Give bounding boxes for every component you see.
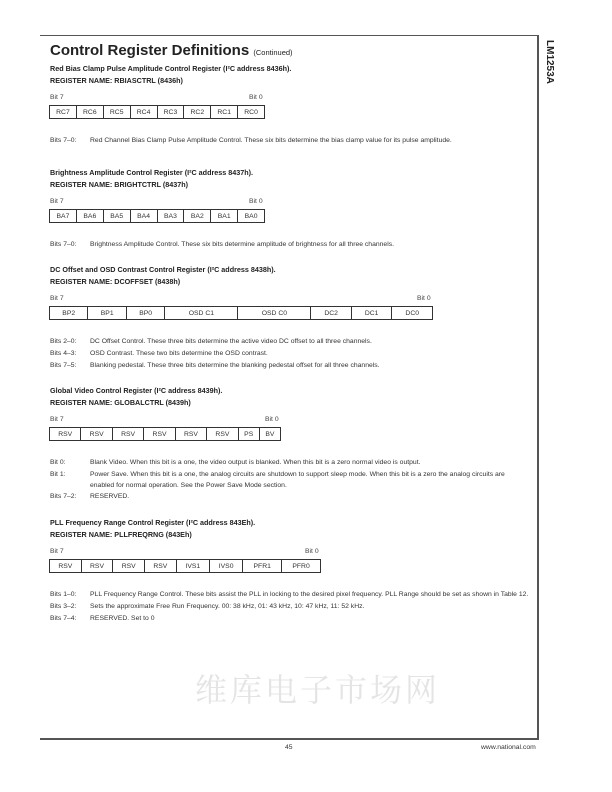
bit-low-label: Bit 0 [249, 198, 263, 205]
description-row [50, 589, 530, 601]
bit-high-label: Bit 7 [50, 548, 64, 555]
bit-range: Bits 7–0: [50, 137, 77, 144]
register-heading: Red Bias Clamp Pulse Amplitude Control Register (I²C address 8436h). [50, 64, 292, 73]
bit-description: RESERVED. Set to 0 [90, 615, 155, 622]
bit-cell: BA6 [76, 210, 103, 223]
bit-range: Bits 1–0: [50, 591, 77, 598]
bit-range: Bits 7–5: [50, 362, 77, 369]
bit-cell: RC3 [157, 106, 184, 119]
bit-low-label: Bit 0 [249, 94, 263, 101]
description-row [50, 336, 530, 348]
bit-range: Bits 2–0: [50, 338, 77, 345]
bit-cell: PFR0 [282, 560, 321, 573]
bit-cell: BA2 [184, 210, 211, 223]
bit-cell: RC5 [103, 106, 130, 119]
footer-url[interactable]: www.national.com [481, 744, 536, 751]
description-row [50, 613, 530, 625]
bit-range: Bits 7–2: [50, 493, 77, 500]
bit-cell: RSV [112, 428, 143, 441]
register-name: REGISTER NAME: RBIASCTRL (8436h) [50, 76, 183, 85]
description-row [50, 601, 530, 613]
bit-description: Red Channel Bias Clamp Pulse Amplitude Control. These six bits determine the bias clamp value for its pulse amplitude. [90, 137, 452, 144]
bit-cell: OSD C0 [238, 307, 311, 320]
register-heading: PLL Frequency Range Control Register (I²C address 843Eh). [50, 518, 256, 527]
bit-cell: DC2 [311, 307, 352, 320]
bit-cell: RSV [207, 428, 238, 441]
bit-cell: BA5 [103, 210, 130, 223]
bit-cell: RC1 [211, 106, 238, 119]
register-name: REGISTER NAME: BRIGHTCTRL (8437h) [50, 180, 189, 189]
bit-cell: RSV [50, 560, 82, 573]
register-heading: Brightness Amplitude Control Register (I²C address 8437h). [50, 168, 254, 177]
bit-cell: BP1 [88, 307, 126, 320]
register-name: REGISTER NAME: GLOBALCTRL (8439h) [50, 398, 191, 407]
register-description [50, 336, 530, 372]
bit-range: Bits 7–4: [50, 615, 77, 622]
register-description [50, 135, 530, 147]
bit-cell: IVS1 [176, 560, 209, 573]
page-title [50, 42, 293, 59]
bit-range: Bit 1: [50, 471, 66, 478]
watermark: 维库电子市场网 [195, 671, 441, 709]
bit-low-label: Bit 0 [417, 295, 431, 302]
part-number-label [541, 40, 555, 110]
page-number: 45 [285, 744, 293, 751]
bit-cell: BA4 [130, 210, 157, 223]
bit-cell: BV [259, 428, 280, 441]
bit-description: Blank Video. When this bit is a one, the video output is blanked. When this bit is a zero normal video is output. [90, 459, 421, 466]
bit-cell: RC0 [238, 106, 265, 119]
register-name: REGISTER NAME: PLLFREQRNG (843Eh) [50, 530, 192, 539]
bit-description: RESERVED. [90, 493, 130, 500]
bit-cell: RC2 [184, 106, 211, 119]
register-description [50, 589, 530, 625]
bit-cell: RSV [145, 560, 177, 573]
description-row [50, 469, 530, 491]
bit-description: Blanking pedestal. These three bits determine the blanking pedestal offset for all three channels. [90, 362, 380, 369]
bit-cell: IVS0 [209, 560, 242, 573]
bit-cell: RSV [144, 428, 175, 441]
bit-cell: BA0 [238, 210, 265, 223]
bit-cell: BP2 [50, 307, 88, 320]
register-bit-table [49, 306, 433, 320]
bit-description: Brightness Amplitude Control. These six bits determine amplitude of brightness for all three channels. [90, 241, 395, 248]
bit-cell: RC4 [130, 106, 157, 119]
description-row [50, 135, 530, 147]
bit-low-label: Bit 0 [305, 548, 319, 555]
bit-range: Bits 7–0: [50, 241, 77, 248]
bit-cell: DC0 [392, 307, 433, 320]
bit-range: Bit 0: [50, 459, 66, 466]
bit-description: Sets the approximate Free Run Frequency. 00: 38 kHz, 01: 43 kHz, 10: 47 kHz, 11: 52 kHz. [90, 603, 365, 610]
bit-range: Bits 4–3: [50, 350, 77, 357]
bit-cell: BA3 [157, 210, 184, 223]
description-row [50, 457, 530, 469]
description-row [50, 348, 530, 360]
bit-description: PLL Frequency Range Control. These bits assist the PLL in locking to the desired pixel frequency. PLL Range should be set as shown in Table 12. [90, 591, 529, 598]
register-description [50, 239, 530, 251]
bit-cell: RSV [81, 428, 112, 441]
register-heading: DC Offset and OSD Contrast Control Register (I²C address 8438h). [50, 265, 276, 274]
bit-cell: RC6 [76, 106, 103, 119]
register-heading: Global Video Control Register (I²C address 8439h). [50, 386, 223, 395]
bit-low-label: Bit 0 [265, 416, 279, 423]
register-bit-table [49, 427, 281, 441]
description-row [50, 491, 530, 503]
bit-description: OSD Contrast. These two bits determine the OSD contrast. [90, 350, 268, 357]
bit-cell: BA7 [50, 210, 77, 223]
part-number-text: LM1253A [544, 40, 555, 84]
bit-description: DC Offset Control. These three bits determine the active video DC offset to all three channels. [90, 338, 372, 345]
bit-high-label: Bit 7 [50, 295, 64, 302]
bit-cell: DC1 [351, 307, 392, 320]
description-row [50, 239, 530, 251]
bit-cell: RSV [175, 428, 206, 441]
bit-high-label: Bit 7 [50, 416, 64, 423]
bit-cell: BA1 [211, 210, 238, 223]
bit-cell: PS [238, 428, 259, 441]
bit-description: Power Save. When this bit is a one, the analog circuits are shutdown to support sleep mode. When this bit is a zero the analog circuits are enabled for normal operation. See the Power Save Mode section. [90, 471, 505, 489]
register-bit-table [49, 559, 321, 573]
bit-cell: RSV [50, 428, 81, 441]
bit-cell: OSD C1 [165, 307, 238, 320]
bit-cell: RSV [113, 560, 145, 573]
description-row [50, 360, 530, 372]
bit-cell: RC7 [50, 106, 77, 119]
title-text: Control Register Definitions [50, 42, 250, 59]
bit-cell: PFR1 [243, 560, 282, 573]
register-bit-table [49, 209, 265, 223]
register-bit-table [49, 105, 265, 119]
bit-high-label: Bit 7 [50, 198, 64, 205]
bit-range: Bits 3–2: [50, 603, 77, 610]
register-description [50, 457, 530, 503]
title-note: (Continued) [253, 48, 293, 57]
register-name: REGISTER NAME: DCOFFSET (8438h) [50, 277, 181, 286]
bit-cell: BP0 [126, 307, 164, 320]
bit-cell: RSV [81, 560, 113, 573]
bit-high-label: Bit 7 [50, 94, 64, 101]
